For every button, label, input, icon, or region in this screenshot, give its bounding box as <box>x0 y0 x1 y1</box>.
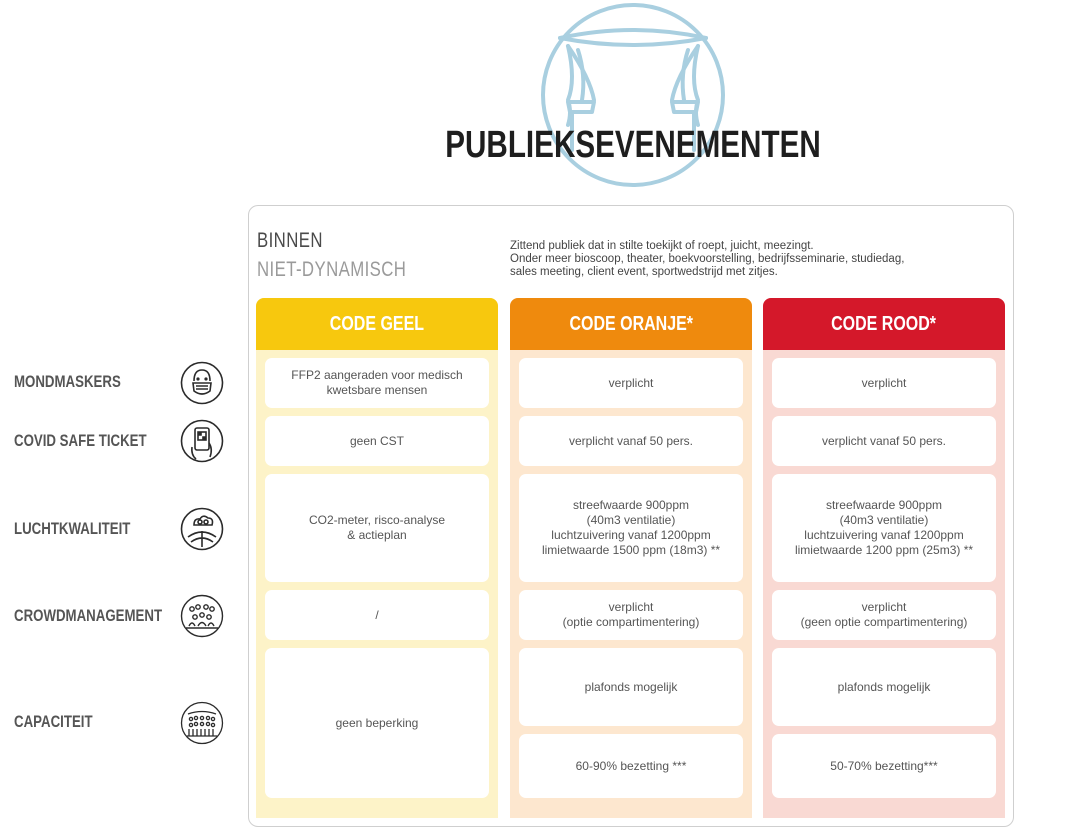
cell-text: (40m3 ventilatie) <box>586 513 676 527</box>
page-title: PUBLIEKSEVENEMENTEN <box>445 124 821 166</box>
cell-capaciteit: geen beperking <box>265 648 489 798</box>
crowd-icon <box>180 594 224 638</box>
cell-text: streefwaarde 900ppm <box>572 498 690 512</box>
cell-covid-safe-ticket: geen CST <box>265 416 489 466</box>
phone-qr-ticket-icon <box>180 419 224 463</box>
cell-crowdmanagement: / <box>265 590 489 640</box>
audience-seats-icon <box>180 701 224 745</box>
description-line: Onder meer bioscoop, theater, boekvoorstelling, bedrijfsseminarie, studiedag, <box>510 253 905 265</box>
cell-covid-safe-ticket: verplicht vanaf 50 pers. <box>772 416 996 466</box>
cell-luchtkwaliteit <box>519 474 743 582</box>
section-description <box>510 240 1010 279</box>
cell-mondmaskers: verplicht <box>519 358 743 408</box>
cell-text: (geen optie compartimentering) <box>800 615 968 629</box>
cell-covid-safe-ticket: verplicht vanaf 50 pers. <box>519 416 743 466</box>
cell-text: luchtzuivering vanaf 1200ppm <box>804 528 964 542</box>
cell-text: CO2-meter, risco-analyse <box>308 513 446 527</box>
cell-mondmaskers <box>265 358 489 408</box>
cell-text: (40m3 ventilatie) <box>839 513 929 527</box>
section-subtitle: NIET-DYNAMISCH <box>257 258 407 281</box>
row-label-crowdmanagement: CROWDMANAGEMENT <box>14 606 163 625</box>
cell-text: verplicht <box>861 600 907 614</box>
air-quality-icon <box>180 507 224 551</box>
cell-text: (optie compartimentering) <box>562 615 700 629</box>
row-label-mondmaskers: MONDMASKERS <box>14 372 121 391</box>
cell-text: FFP2 aangeraden voor medisch <box>291 368 463 382</box>
section-title: BINNEN <box>257 229 323 252</box>
row-label-luchtkwaliteit: LUCHTKWALITEIT <box>14 519 131 538</box>
column-header-code-rood: CODE ROOD* <box>763 298 1005 350</box>
cell-text: limietwaarde 1200 ppm (25m3) ** <box>794 543 974 557</box>
cell-text: limietwaarde 1500 ppm (18m3) ** <box>541 543 721 557</box>
cell-mondmaskers: verplicht <box>772 358 996 408</box>
cell-luchtkwaliteit <box>772 474 996 582</box>
cell-text: verplicht <box>608 600 654 614</box>
cell-capaciteit-plafonds: plafonds mogelijk <box>772 648 996 726</box>
cell-crowdmanagement <box>772 590 996 640</box>
cell-text: luchtzuivering vanaf 1200ppm <box>551 528 711 542</box>
cell-crowdmanagement <box>519 590 743 640</box>
description-line: Zittend publiek dat in stilte toekijkt of roept, juicht, meezingt. <box>510 240 814 252</box>
cell-text: & actieplan <box>347 528 407 542</box>
cell-text: kwetsbare mensen <box>326 383 428 397</box>
cell-text: streefwaarde 900ppm <box>825 498 943 512</box>
face-mask-icon <box>180 361 224 405</box>
cell-capaciteit-plafonds: plafonds mogelijk <box>519 648 743 726</box>
column-code-oranje <box>510 298 752 818</box>
column-code-geel <box>256 298 498 818</box>
cell-capaciteit-bezetting: 50-70% bezetting*** <box>772 734 996 798</box>
cell-luchtkwaliteit <box>265 474 489 582</box>
cell-capaciteit-bezetting: 60-90% bezetting *** <box>519 734 743 798</box>
row-label-covid-safe-ticket: COVID SAFE TICKET <box>14 431 147 450</box>
column-code-rood <box>763 298 1005 818</box>
row-label-capaciteit: CAPACITEIT <box>14 712 93 731</box>
column-header-code-geel: CODE GEEL <box>256 298 498 350</box>
column-header-code-oranje: CODE ORANJE* <box>510 298 752 350</box>
description-line: sales meeting, client event, sportwedstrijd met zitjes. <box>510 266 778 278</box>
